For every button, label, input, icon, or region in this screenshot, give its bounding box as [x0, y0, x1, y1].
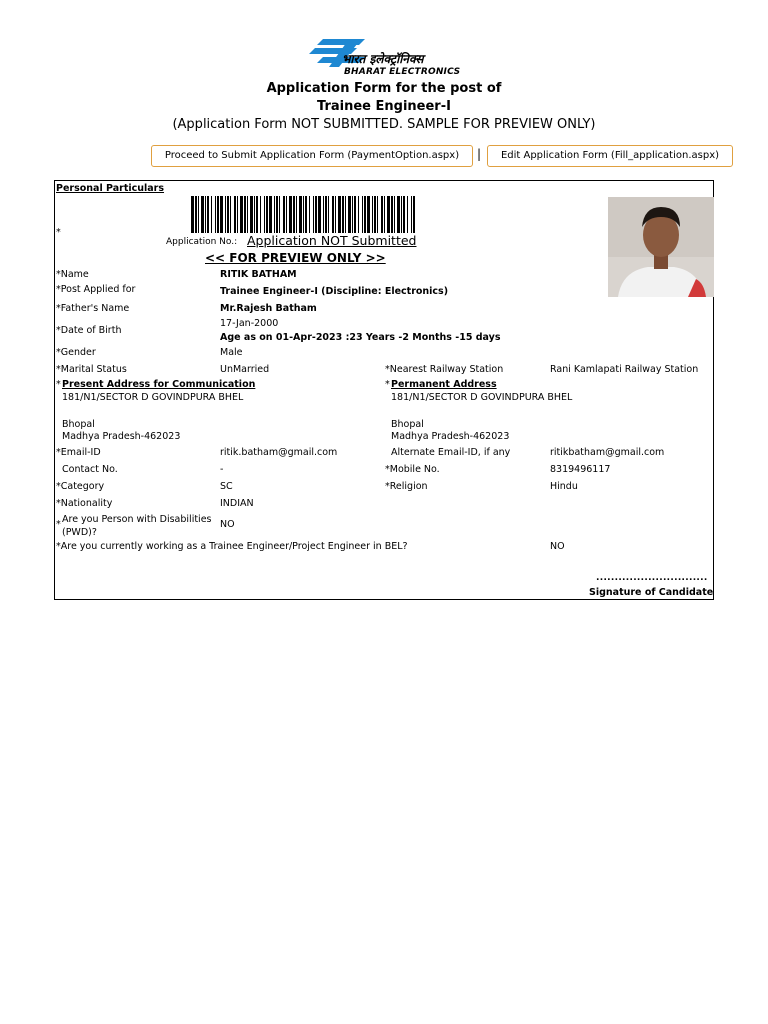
- gender-label: *Gender: [56, 347, 96, 358]
- section-title: Personal Particulars: [56, 183, 165, 194]
- dob-value: 17-Jan-2000: [220, 318, 279, 329]
- bel-working-question: *Are you currently working as a Trainee Engineer/Project Engineer in BEL?: [56, 541, 408, 552]
- name-value: RITIK BATHAM: [220, 269, 297, 280]
- present-address-line3: Madhya Pradesh-462023: [62, 431, 181, 442]
- permanent-address-line3: Madhya Pradesh-462023: [391, 431, 510, 442]
- mobile-number-label: *Mobile No.: [385, 464, 440, 475]
- logo-english-text: BHARAT ELECTRONICS: [344, 67, 461, 77]
- preview-only-banner: << FOR PREVIEW ONLY >>: [205, 251, 386, 265]
- barcode-star: *: [56, 227, 61, 238]
- post-title: Trainee Engineer-I: [317, 99, 451, 114]
- father-name-label: *Father's Name: [56, 303, 130, 314]
- proceed-to-submit-button[interactable]: Proceed to Submit Application Form (PaymentOption.aspx): [151, 145, 473, 167]
- religion-value: Hindu: [550, 481, 578, 492]
- post-value: Trainee Engineer-I (Discipline: Electronics): [220, 286, 449, 297]
- email-label: *Email-ID: [56, 447, 101, 458]
- religion-label: *Religion: [385, 481, 428, 492]
- permanent-address-label: Permanent Address: [391, 379, 497, 390]
- pwd-star: *: [56, 519, 61, 530]
- contact-number-value: -: [220, 464, 224, 475]
- permanent-address-line1: 181/N1/SECTOR D GOVINDPURA BHEL: [391, 392, 573, 403]
- permanent-address-star: *: [385, 379, 390, 390]
- present-address-star: *: [56, 379, 61, 390]
- application-number-label: Application No.:: [166, 237, 238, 247]
- alternate-email-value: ritikbatham@gmail.com: [550, 447, 665, 458]
- marital-status-value: UnMarried: [220, 364, 270, 375]
- present-address-line2: Bhopal: [62, 419, 95, 430]
- pwd-label-line1: Are you Person with Disabilities: [62, 514, 212, 525]
- pwd-value: NO: [220, 519, 235, 530]
- marital-status-label: *Marital Status: [56, 364, 127, 375]
- pwd-label-line2: (PWD)?: [62, 527, 97, 538]
- contact-number-label: Contact No.: [62, 464, 118, 475]
- form-title: Application Form for the post of: [266, 81, 502, 96]
- candidate-photo: [608, 197, 714, 297]
- dob-label: *Date of Birth: [56, 325, 122, 336]
- mobile-number-value: 8319496117: [550, 464, 611, 475]
- age-value: Age as on 01-Apr-2023 :23 Years -2 Months -15 days: [220, 332, 501, 343]
- category-label: *Category: [56, 481, 105, 492]
- signature-label: Signature of Candidate: [589, 587, 714, 598]
- category-value: SC: [220, 481, 233, 492]
- alternate-email-label: Alternate Email-ID, if any: [391, 447, 511, 458]
- signature-line: ..............................: [596, 573, 708, 583]
- button-separator: |: [477, 147, 482, 161]
- application-number-value: Application NOT Submitted: [247, 233, 417, 248]
- railway-station-value: Rani Kamlapati Railway Station: [550, 364, 699, 375]
- nationality-label: *Nationality: [56, 498, 113, 509]
- email-value: ritik.batham@gmail.com: [220, 447, 338, 458]
- father-name-value: Mr.Rajesh Batham: [220, 303, 317, 314]
- barcode-icon: [191, 196, 418, 233]
- permanent-address-line2: Bhopal: [391, 419, 424, 430]
- present-address-line1: 181/N1/SECTOR D GOVINDPURA BHEL: [62, 392, 244, 403]
- post-label: *Post Applied for: [56, 284, 136, 295]
- edit-application-button[interactable]: Edit Application Form (Fill_application.aspx): [487, 145, 733, 167]
- nationality-value: INDIAN: [220, 498, 254, 509]
- logo-hindi-text: भारत इलेक्ट्रॉनिक्स: [342, 52, 424, 66]
- railway-station-label: *Nearest Railway Station: [385, 364, 504, 375]
- preview-notice: (Application Form NOT SUBMITTED. SAMPLE FOR PREVIEW ONLY): [172, 117, 596, 132]
- present-address-label: Present Address for Communication: [62, 379, 256, 390]
- bel-working-value: NO: [550, 541, 565, 552]
- name-label: *Name: [56, 269, 89, 280]
- gender-value: Male: [220, 347, 243, 358]
